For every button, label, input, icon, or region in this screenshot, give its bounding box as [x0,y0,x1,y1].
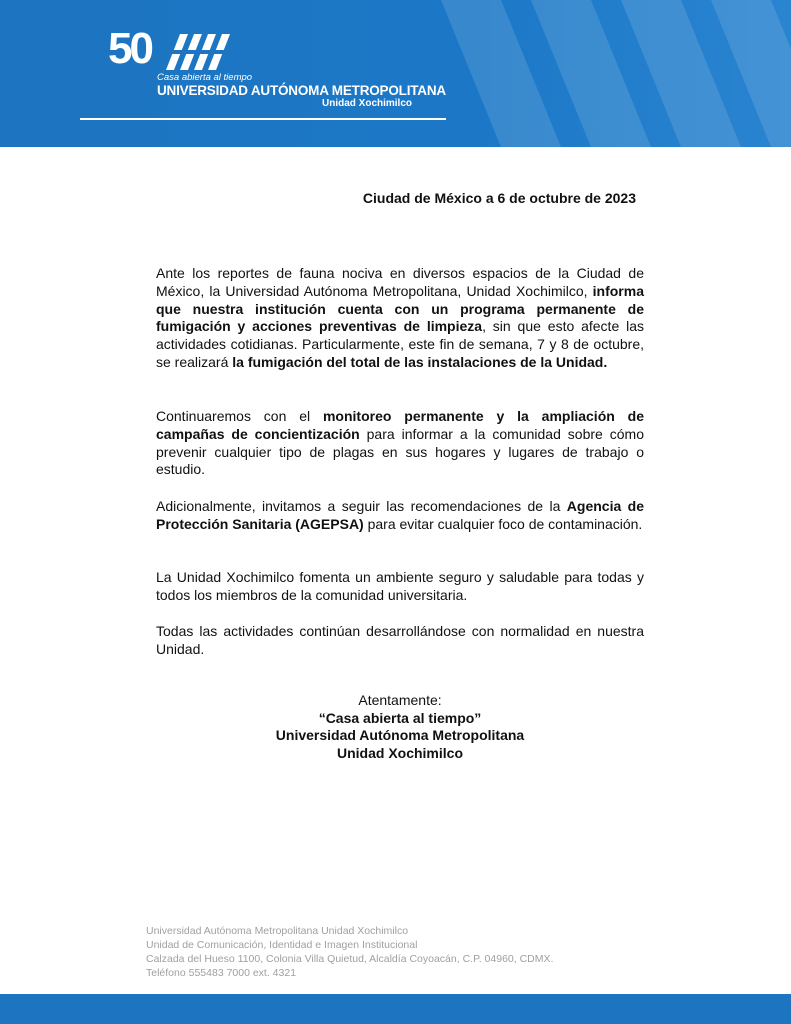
paragraph-2 [156,408,644,479]
footer-line-4: Teléfono 555483 7000 ext. 4321 [146,967,297,979]
p1-bold-d: la fumigación del total de las instalaciones de la Unidad [232,353,604,370]
closing-motto: “Casa abierta al tiempo” [318,709,482,726]
date-line: Ciudad de México a 6 de octubre de 2023 [362,190,636,206]
p2-text-a: Continuaremos con el [156,408,323,424]
p1-bold-b: informa que nuestra institución cuenta con un programa permanente de fumigación y acciones preventivas de limpieza [156,282,644,335]
logo-tagline: Casa abierta al tiempo [157,72,253,83]
unit-name: Unidad Xochimilco [322,98,413,109]
university-name: UNIVERSIDAD AUTÓNOMA METROPOLITANA [157,83,446,98]
letterhead-banner [0,0,791,147]
footer-line-1: Universidad Autónoma Metropolitana Unidad Xochimilco [146,925,409,937]
uam-50-logo [108,26,238,76]
paragraph-1 [156,265,644,372]
paragraph-4: La Unidad Xochimilco fomenta un ambiente seguro y saludable para todas y todos los miembros de la comunidad universitaria. [156,569,644,603]
p1-text-c: , sin que esto afecte las actividades cotidianas. Particularmente, este fin de semana, 7 y 8 de octubre, se realizará [156,318,644,370]
paragraph-3 [156,498,644,534]
p3-bold-b: Agencia de Protección Sanitaria (AGEPSA) [156,498,644,532]
p3-text-c: para evitar cualquier foco de contaminación. [363,515,643,532]
footer-bar [0,994,791,1024]
footer-line-2: Unidad de Comunicación, Identidad e Imagen Institucional [146,939,418,951]
p2-text-c: para informar a la comunidad sobre cómo prevenir cualquier tipo de plagas en sus hogares y lugares de trabajo o estudio. [156,425,644,478]
logo-number: 50 [108,24,151,73]
footer-contact [146,924,553,980]
decorative-pattern [441,0,791,147]
paragraph-5: Todas las actividades continúan desarrollándose con normalidad en nuestra Unidad. [156,623,644,657]
closing-greeting: Atentamente: [358,692,442,708]
closing-unit: Unidad Xochimilco [336,744,463,761]
p1-text-a: Ante los reportes de fauna nociva en diversos espacios de la Ciudad de México, la Universidad Autónoma Metropolitana, Unidad Xochimilco, [156,265,644,299]
uam-logo-icon [166,34,236,70]
closing-institution: Universidad Autónoma Metropolitana [275,727,525,743]
p1-text-e: . [603,353,608,370]
header-divider [80,118,446,120]
p2-bold-b: monitoreo permanente y la ampliación de campañas de concientización [156,408,644,442]
p3-text-a: Adicionalmente, invitamos a seguir las recomendaciones de la [156,498,567,514]
footer-line-3: Calzada del Hueso 1100, Colonia Villa Quietud, Alcaldía Coyoacán, C.P. 04960, CDMX. [146,953,554,965]
closing-block [156,692,644,762]
